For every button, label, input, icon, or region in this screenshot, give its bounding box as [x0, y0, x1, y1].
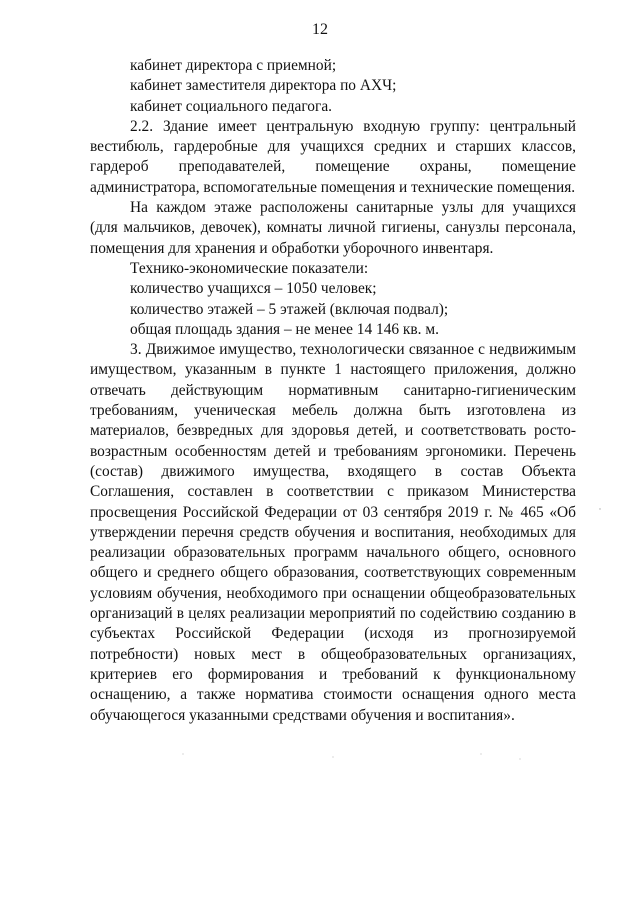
paragraph-movable-property: 3. Движимое имущество, технологически связанное с недвижимым имуществом, указанным в пункте 1 настоящего приложения, должно отвечать действующим нормативным санитарно-гигиеническим требованиям, ученическая мебель должна быть изготовлена из материалов, безвредных для здоровья детей, и соответствовать росто-возрастным особенностям детей и требованиям эргономики. Перечень (состав) движимого имущества, входящего в состав Объекта Соглашения, составлен в соответствии с приказом Министерства просвещения Российской Федерации от 03 сентября 2019 г. № 465 «Об утверждении перечня средств обучения и воспитания, необходимых для реализации образовательных программ начального общего, основного общего и среднего общего образования, соответствующих современным условиям обучения, необходимого при оснащении общеобразовательных организаций в целях реализации мероприятий по содействию созданию в субъектах Российской Федерации (исходя из прогнозируемой потребности) новых мест в общеобразовательных организациях, критериев его формирования и требований к функциональному оснащению, а также норматива стоимости оснащения одного места обучающегося указанными средствами обучения и воспитания». [90, 341, 576, 724]
list-item-student-count: количество учащихся – 1050 человек; [130, 280, 377, 298]
list-item-deputy-director-office: кабинет заместителя директора по АХЧ; [130, 77, 397, 95]
paragraph-indicators-heading: Технико-экономические показатели: [130, 259, 369, 277]
paragraph-sanitary-facilities: На каждом этаже расположены санитарные узлы для учащихся (для мальчиков, девочек), комнаты личной гигиены, санузлы персонала, помещения для хранения и обработки уборочного инвентаря. [90, 199, 576, 257]
document-body [90, 56, 576, 726]
paragraph-entrance-group: 2.2. Здание имеет центральную входную группу: центральный вестибюль, гардеробные для учащихся средних и старших классов, гардероб преподавателей, помещение охраны, помещение администратора, вспомогательные помещения и технические помещения. [90, 117, 576, 196]
list-item-social-pedagogue-office: кабинет социального педагога. [130, 97, 332, 115]
page-number: 12 [312, 21, 328, 38]
list-item-total-area: общая площадь здания – не менее 14 146 кв. м. [130, 320, 439, 338]
list-item-floor-count: количество этажей – 5 этажей (включая подвал); [130, 300, 449, 318]
list-item-director-office: кабинет директора с приемной; [130, 57, 337, 74]
